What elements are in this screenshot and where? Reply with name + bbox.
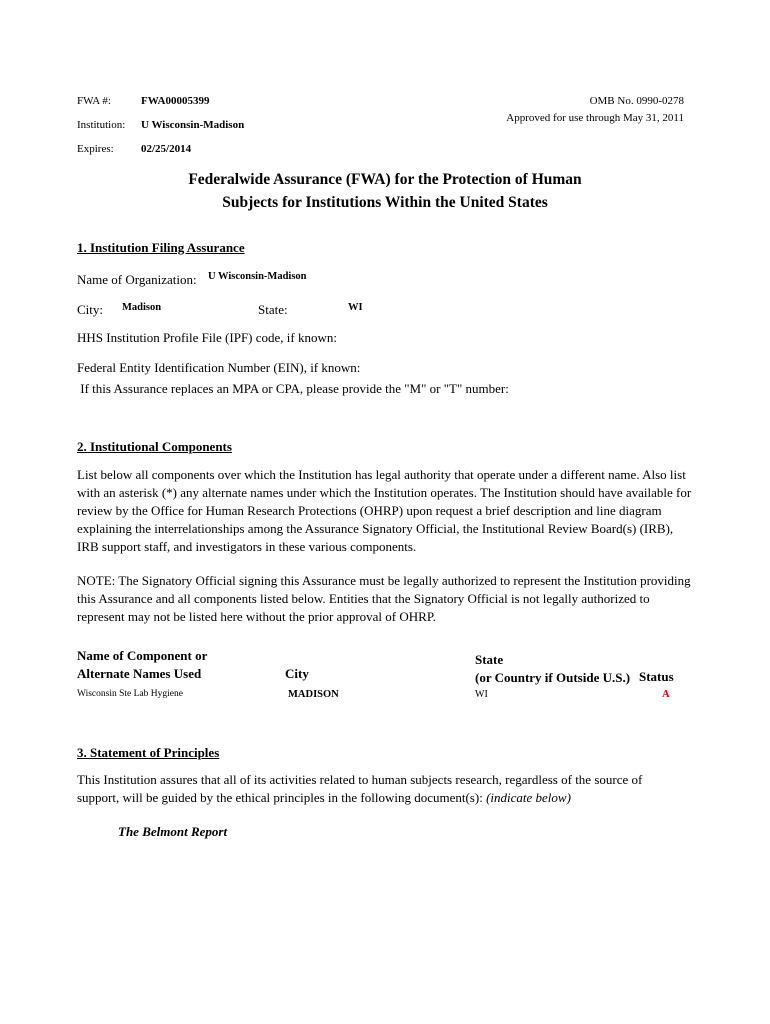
row-status: A bbox=[662, 689, 670, 700]
expires-value: 02/25/2014 bbox=[141, 143, 192, 155]
column-header-status: Status bbox=[639, 669, 674, 684]
column-header-name-line1: Name of Component or bbox=[77, 648, 208, 663]
city-label: City: bbox=[77, 302, 104, 317]
principles-indicate: (indicate below) bbox=[486, 790, 571, 805]
section1-heading: 1. Institution Filing Assurance bbox=[77, 240, 245, 255]
row-component-name: Wisconsin Ste Lab Hygiene bbox=[77, 689, 183, 699]
section3-heading: 3. Statement of Principles bbox=[77, 745, 220, 760]
belmont-report: The Belmont Report bbox=[118, 824, 228, 839]
city-value: Madison bbox=[122, 302, 162, 313]
state-label: State: bbox=[258, 302, 288, 317]
fwa-value: FWA00005399 bbox=[141, 95, 210, 107]
row-state: WI bbox=[475, 689, 488, 700]
state-value: WI bbox=[348, 302, 363, 313]
ipf-code-label: HHS Institution Profile File (IPF) code, if known: bbox=[77, 330, 337, 345]
approval-date: Approved for use through May 31, 2011 bbox=[506, 112, 684, 124]
institution-value: U Wisconsin-Madison bbox=[141, 119, 245, 131]
components-instructions: List below all components over which the Institution has legal authority that operate under a different name. Also list with an asterisk (*) any alternate names under which the Institution operates. The Institution should have available for review by the Office for Human Research Protections (OHRP) upon request a brief description and line diagram explaining the interrelationships among the Assurance Signatory Official, the Institutional Review Board(s) (IRB), IRB support staff, and investigators in these various components. bbox=[77, 467, 692, 554]
institution-label: Institution: bbox=[77, 119, 126, 131]
omb-number: OMB No. 0990-0278 bbox=[589, 95, 684, 107]
section2-heading: 2. Institutional Components bbox=[77, 439, 232, 454]
principles-statement bbox=[77, 771, 687, 807]
expires-label: Expires: bbox=[77, 143, 114, 155]
mpa-cpa-label: If this Assurance replaces an MPA or CPA, please provide the "M" or "T" number: bbox=[77, 381, 509, 396]
principles-statement-text: This Institution assures that all of its activities related to human subjects research, regardless of the source of support, will be guided by the ethical principles in the following document(s): bbox=[77, 772, 643, 805]
organization-label: Name of Organization: bbox=[77, 272, 197, 287]
column-header-city: City bbox=[285, 666, 309, 681]
document-title-line1: Federalwide Assurance (FWA) for the Protection of Human bbox=[188, 171, 582, 188]
fwa-label: FWA #: bbox=[77, 95, 111, 107]
row-city: MADISON bbox=[288, 689, 339, 700]
document-title-line2: Subjects for Institutions Within the United States bbox=[222, 194, 548, 211]
signatory-note: NOTE: The Signatory Official signing this Assurance must be legally authorized to represent the Institution providing this Assurance and all components listed below. Entities that the Signatory Official is not legally authorized to represent may not be listed here without the prior approval of OHRP. bbox=[77, 573, 691, 624]
ein-label: Federal Entity Identification Number (EIN), if known: bbox=[77, 360, 361, 375]
column-header-state-line1: State bbox=[475, 652, 504, 667]
column-header-name-line2: Alternate Names Used bbox=[77, 666, 202, 681]
column-header-state-line2: (or Country if Outside U.S.) bbox=[475, 670, 631, 685]
organization-value: U Wisconsin-Madison bbox=[208, 271, 307, 282]
